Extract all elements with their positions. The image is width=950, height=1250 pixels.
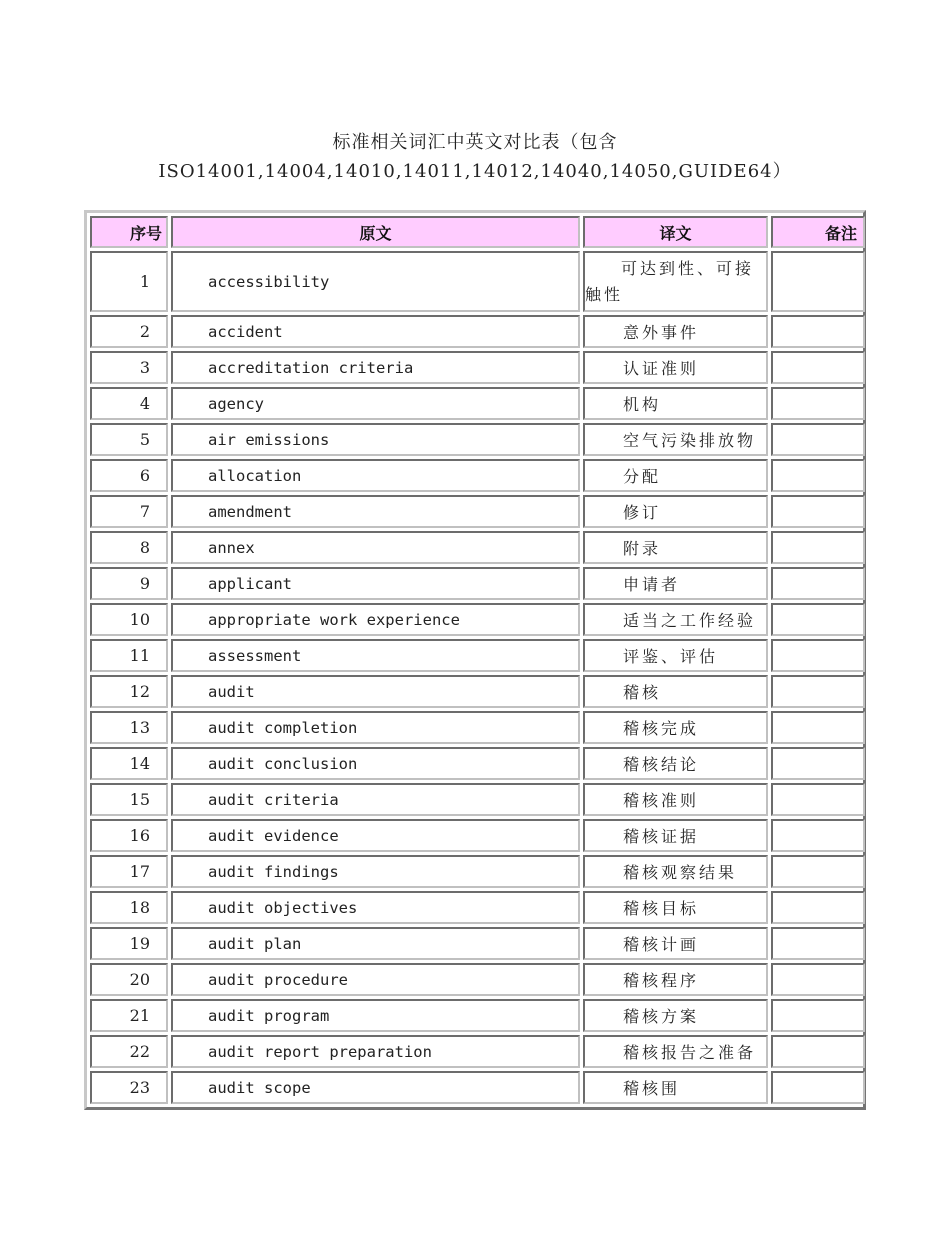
original-term: allocation [171, 459, 580, 492]
original-term: audit [171, 675, 580, 708]
header-translation: 译文 [583, 216, 768, 248]
row-number: 4 [90, 387, 168, 420]
translation-term: 稽核结论 [583, 747, 768, 780]
table-row [90, 567, 865, 600]
original-term: audit evidence [171, 819, 580, 852]
table-row [90, 783, 865, 816]
translation-term: 稽核证据 [583, 819, 768, 852]
note-cell [771, 423, 865, 456]
translation-term [583, 251, 768, 312]
document-title [0, 128, 950, 186]
header-note: 备注 [771, 216, 865, 248]
original-term: accident [171, 315, 580, 348]
row-number: 8 [90, 531, 168, 564]
table-row [90, 999, 865, 1032]
row-number: 21 [90, 999, 168, 1032]
table-row [90, 927, 865, 960]
table-row [90, 531, 865, 564]
table-row [90, 855, 865, 888]
original-term: audit program [171, 999, 580, 1032]
original-term: accessibility [171, 251, 580, 312]
row-number: 23 [90, 1071, 168, 1104]
note-cell [771, 675, 865, 708]
table-row [90, 819, 865, 852]
table-row [90, 459, 865, 492]
row-number: 10 [90, 603, 168, 636]
table-row [90, 603, 865, 636]
translation-term: 稽核围 [583, 1071, 768, 1104]
table-row [90, 423, 865, 456]
row-number: 17 [90, 855, 168, 888]
title-line-2: ISO14001,14004,14010,14011,14012,14040,14050,GUIDE64） [158, 161, 792, 182]
note-cell [771, 1071, 865, 1104]
original-term: audit procedure [171, 963, 580, 996]
original-term: audit scope [171, 1071, 580, 1104]
original-term: audit report preparation [171, 1035, 580, 1068]
note-cell [771, 783, 865, 816]
table-row [90, 963, 865, 996]
translation-term: 稽核方案 [583, 999, 768, 1032]
original-term: appropriate work experience [171, 603, 580, 636]
translation-term: 附录 [583, 531, 768, 564]
row-number: 13 [90, 711, 168, 744]
row-number: 7 [90, 495, 168, 528]
table-row [90, 675, 865, 708]
translation-term: 分配 [583, 459, 768, 492]
note-cell [771, 251, 865, 312]
table-row [90, 639, 865, 672]
translation-term: 意外事件 [583, 315, 768, 348]
note-cell [771, 639, 865, 672]
translation-term: 适当之工作经验 [583, 603, 768, 636]
row-number: 20 [90, 963, 168, 996]
translation-term: 机构 [583, 387, 768, 420]
translation-term: 稽核程序 [583, 963, 768, 996]
note-cell [771, 387, 865, 420]
table-row [90, 251, 865, 312]
note-cell [771, 567, 865, 600]
table-body [90, 251, 865, 1104]
note-cell [771, 747, 865, 780]
row-number: 19 [90, 927, 168, 960]
table-row [90, 1035, 865, 1068]
glossary-table [84, 210, 866, 1110]
row-number: 3 [90, 351, 168, 384]
translation-term: 稽核计画 [583, 927, 768, 960]
table-row [90, 387, 865, 420]
table-row [90, 747, 865, 780]
translation-term: 稽核完成 [583, 711, 768, 744]
note-cell [771, 819, 865, 852]
table-row [90, 315, 865, 348]
title-line-1: 标准相关词汇中英文对比表（包含 [332, 132, 618, 153]
translation-text: 可达到性、可接触性 [585, 258, 755, 304]
row-number: 11 [90, 639, 168, 672]
translation-term: 申请者 [583, 567, 768, 600]
original-term: audit plan [171, 927, 580, 960]
table-header-row [90, 216, 865, 248]
original-term: audit objectives [171, 891, 580, 924]
row-number: 12 [90, 675, 168, 708]
row-number: 2 [90, 315, 168, 348]
table-row [90, 1071, 865, 1104]
original-term: air emissions [171, 423, 580, 456]
translation-term: 稽核观察结果 [583, 855, 768, 888]
translation-term: 评鉴、评估 [583, 639, 768, 672]
translation-term: 稽核准则 [583, 783, 768, 816]
original-term: agency [171, 387, 580, 420]
original-term: applicant [171, 567, 580, 600]
table-row [90, 891, 865, 924]
header-original: 原文 [171, 216, 580, 248]
note-cell [771, 1035, 865, 1068]
note-cell [771, 711, 865, 744]
row-number: 18 [90, 891, 168, 924]
note-cell [771, 603, 865, 636]
row-number: 16 [90, 819, 168, 852]
row-number: 9 [90, 567, 168, 600]
row-number: 1 [90, 251, 168, 312]
translation-term: 认证准则 [583, 351, 768, 384]
original-term: annex [171, 531, 580, 564]
translation-term: 空气污染排放物 [583, 423, 768, 456]
row-number: 22 [90, 1035, 168, 1068]
original-term: audit findings [171, 855, 580, 888]
translation-term: 稽核 [583, 675, 768, 708]
table-row [90, 351, 865, 384]
note-cell [771, 315, 865, 348]
note-cell [771, 855, 865, 888]
row-number: 14 [90, 747, 168, 780]
note-cell [771, 495, 865, 528]
header-no: 序号 [90, 216, 168, 248]
note-cell [771, 531, 865, 564]
note-cell [771, 891, 865, 924]
original-term: audit criteria [171, 783, 580, 816]
note-cell [771, 963, 865, 996]
original-term: audit completion [171, 711, 580, 744]
translation-term: 稽核目标 [583, 891, 768, 924]
translation-term: 修订 [583, 495, 768, 528]
translation-term: 稽核报告之准备 [583, 1035, 768, 1068]
row-number: 6 [90, 459, 168, 492]
row-number: 5 [90, 423, 168, 456]
original-term: audit conclusion [171, 747, 580, 780]
original-term: amendment [171, 495, 580, 528]
original-term: assessment [171, 639, 580, 672]
table-row [90, 495, 865, 528]
note-cell [771, 927, 865, 960]
note-cell [771, 999, 865, 1032]
row-number: 15 [90, 783, 168, 816]
table-row [90, 711, 865, 744]
original-term: accreditation criteria [171, 351, 580, 384]
note-cell [771, 459, 865, 492]
note-cell [771, 351, 865, 384]
